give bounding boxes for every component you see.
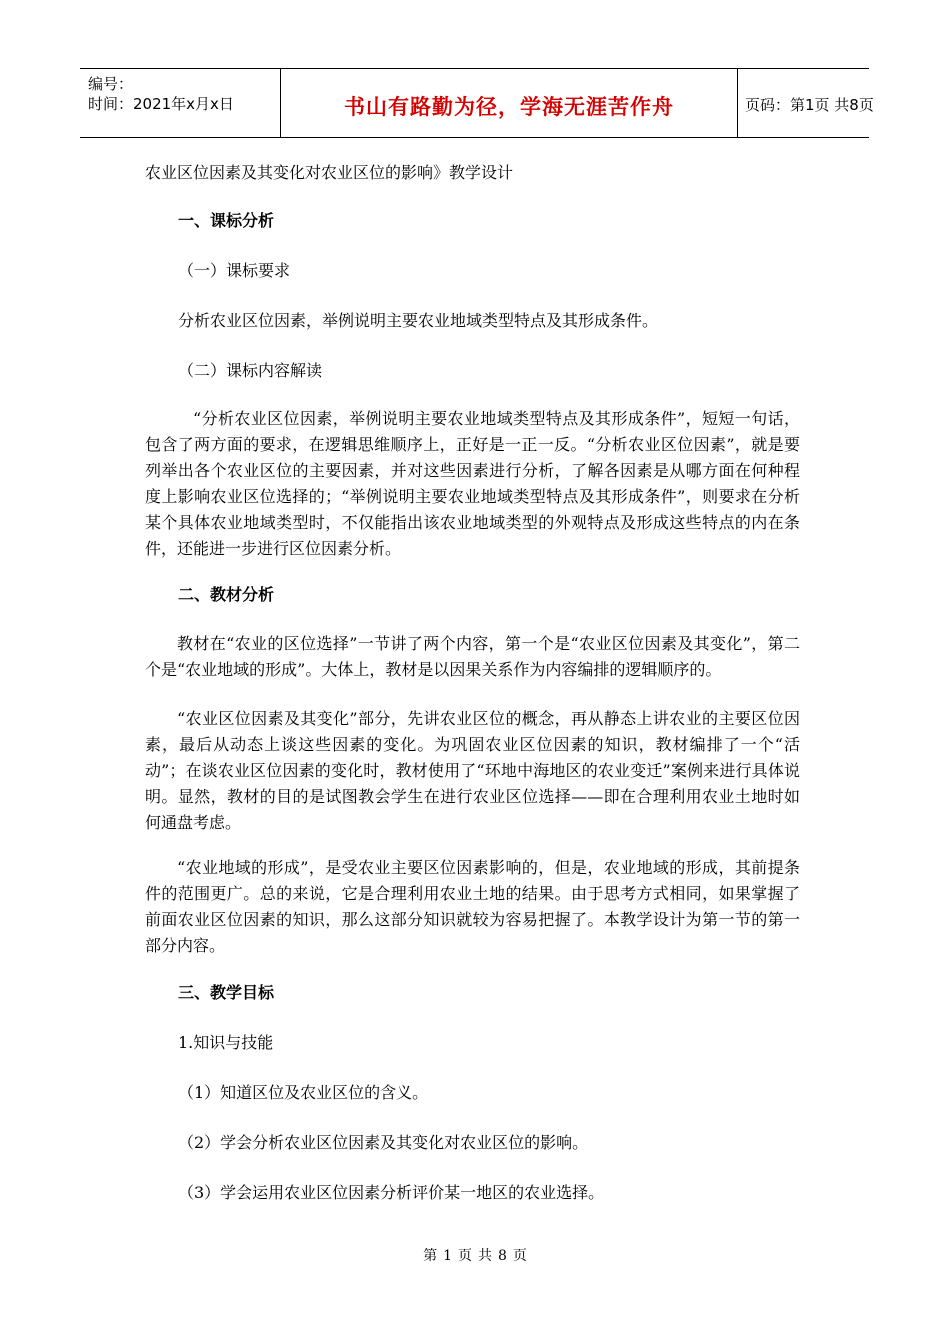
section-heading-1: 一、课标分析 [178,211,275,230]
footer-text: 共 [478,1248,492,1264]
list-item: （1）知道区位及农业区位的含义。 [178,1083,429,1102]
list-item: （3）学会运用农业区位因素分析评价某一地区的农业选择。 [178,1183,605,1202]
page-footer [0,1245,950,1265]
paragraph: “农业区位因素及其变化”部分，先讲农业区位的概念，再从静态上讲农业的主要区位因素，最后从动态上谈这些因素的变化。为巩固农业区位因素的知识，教材编排了一个“活动”；在谈农业区位因素的变化时，教材使用了“环地中海地区的农业变迁”案例来进行具体说明。显然，教材的目的是试图教会学生在进行农业区位选择——即在合理利用农业土地时如何通盘考虑。 [145,709,800,832]
header-left-cell [80,69,280,137]
motto-text: 书山有路勤为径，学海无涯苦作舟 [344,95,674,119]
header-page-cell [737,69,874,137]
subsection-heading: （一）课标要求 [178,261,291,280]
page-code-label: 页码：第1页 共8页 [745,96,874,114]
subsection-heading: （二）课标内容解读 [178,361,323,380]
list-item: （2）学会分析农业区位因素及其变化对农业区位的影响。 [178,1133,589,1152]
section-heading-3: 三、教学目标 [178,983,275,1002]
document-title: 农业区位因素及其变化对农业区位的影响》教学设计 [145,163,514,182]
header-motto-cell [280,69,738,137]
document-date-label: 时间：2021年x月x日 [88,95,234,113]
footer-page-number: 1 [443,1248,452,1264]
footer-total-pages: 8 [498,1248,507,1264]
paragraph: 教材在“农业的区位选择”一节讲了两个内容，第一个是“农业区位因素及其变化”，第二个是“农业地域的形成”。大体上，教材是以因果关系作为内容编排的逻辑顺序的。 [145,634,800,679]
subsection-heading: 1.知识与技能 [178,1033,274,1052]
paragraph: “分析农业区位因素，举例说明主要农业地域类型特点及其形成条件”，短短一句话，包含了两方面的要求，在逻辑思维顺序上，正好是一正一反。“分析农业区位因素”，就是要列举出各个农业区位的主要因素，并对这些因素进行分析，了解各因素是从哪方面在何种程度上影响农业区位选择的；“举例说明主要农业地域类型特点及其形成条件”，则要求在分析某个具体农业地域类型时，不仅能指出该农业地域类型的外观特点及形成这些特点的内在条件，还能进一步进行区位因素分析。 [145,409,800,558]
document-number-label: 编号： [88,75,134,93]
paragraph: “农业地域的形成”，是受农业主要区位因素影响的，但是，农业地域的形成，其前提条件的范围更广。总的来说，它是合理利用农业土地的结果。由于思考方式相同，如果掌握了前面农业区位因素的知识，那么这部分知识就较为容易把握了。本教学设计为第一节的第一部分内容。 [145,858,800,955]
page-header [80,68,874,138]
footer-text: 页 [512,1248,527,1264]
footer-text: 第 [423,1248,438,1264]
section-heading-2: 二、教材分析 [178,585,275,604]
paragraph: 分析农业区位因素，举例说明主要农业地域类型特点及其形成条件。 [178,311,659,330]
footer-text: 页 [458,1248,472,1264]
